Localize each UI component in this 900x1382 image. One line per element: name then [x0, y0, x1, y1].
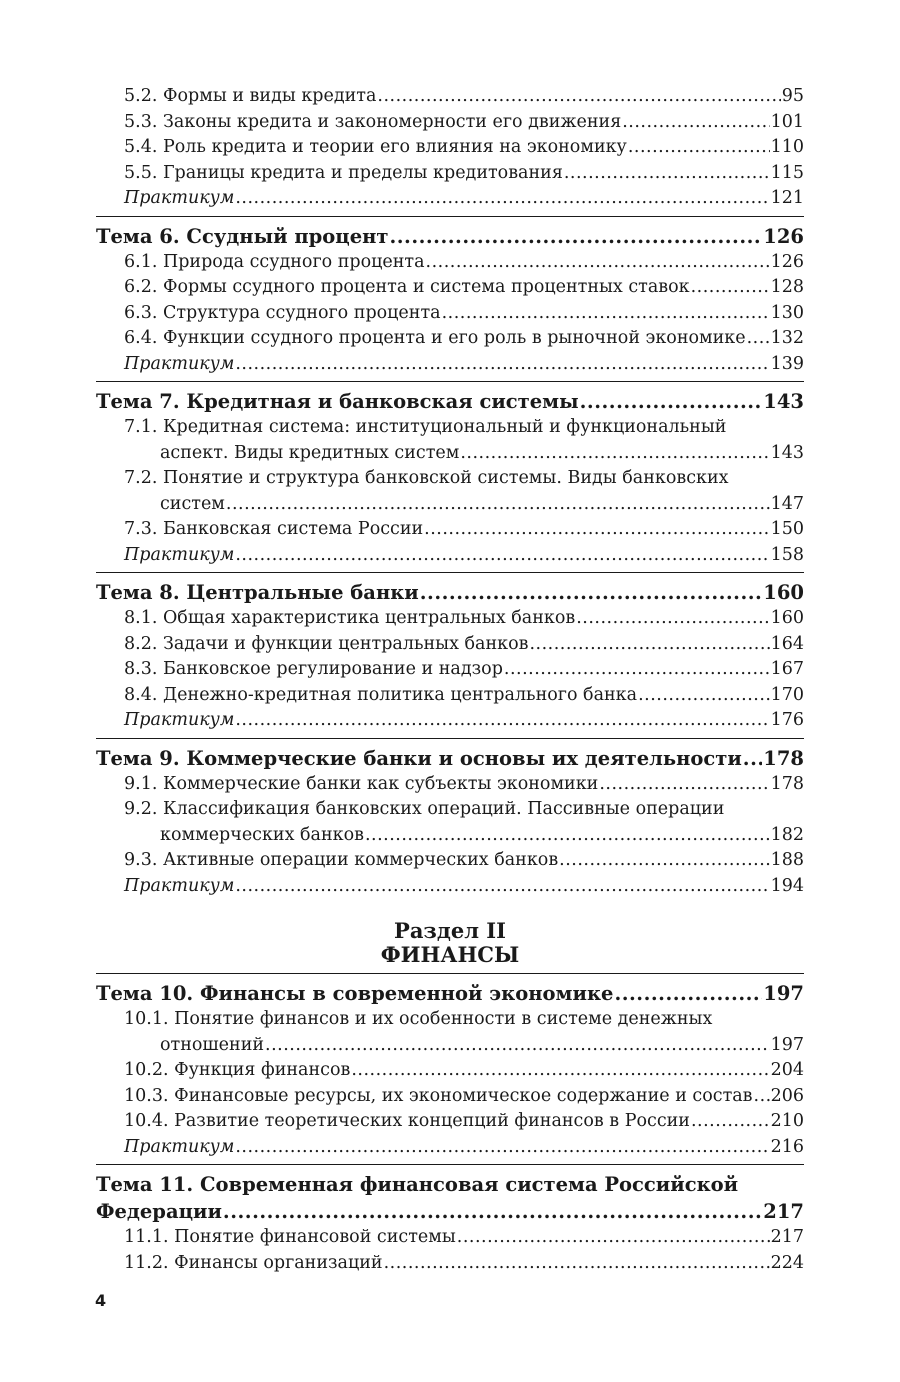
- toc-entry-label: систем: [160, 493, 225, 514]
- toc-entry-label: 5.3. Законы кредита и закономерности его движения: [124, 111, 622, 132]
- section-number: Раздел II: [394, 918, 506, 943]
- toc-entry-page: 217: [770, 1227, 804, 1247]
- toc-topic-page: 160: [763, 581, 804, 604]
- toc-entry[interactable]: [124, 517, 804, 543]
- toc-entry-label: 11.2. Финансы организаций: [124, 1252, 383, 1273]
- toc-practicum-label: Практикум: [124, 353, 235, 374]
- toc-entry-label: 5.5. Границы кредита и пределы кредитования: [124, 162, 563, 183]
- dot-leader: [559, 848, 769, 874]
- toc-topic-title: Тема 7. Кредитная и банковская системы: [96, 390, 579, 413]
- dot-leader: [576, 606, 769, 632]
- dot-leader: [457, 1225, 770, 1251]
- toc-entry-label: отношений: [160, 1034, 265, 1055]
- toc-entry-first-line[interactable]: 7.1. Кредитная система: институциональный и функциональный: [124, 417, 727, 437]
- toc-topic-8: [96, 572, 804, 734]
- toc-entry-label: 10.4. Развитие теоретических концепций финансов в России: [124, 1111, 690, 1131]
- toc-practicum[interactable]: [124, 543, 804, 569]
- toc-entry-page: 160: [770, 608, 804, 628]
- toc-entry[interactable]: [160, 823, 804, 849]
- toc-practicum-label: Практикум: [124, 710, 235, 730]
- toc-entry-page: 130: [770, 302, 804, 323]
- toc-entry[interactable]: [124, 657, 804, 683]
- dot-leader: [504, 657, 770, 683]
- section-title: ФИНАНСЫ: [380, 942, 520, 967]
- toc-entry-first-line[interactable]: 10.1. Понятие финансов и их особенности в системе денежных: [124, 1009, 713, 1029]
- toc-entry-page: 182: [770, 824, 804, 845]
- toc-entry-label: коммерческих банков: [160, 824, 364, 845]
- dot-leader: [384, 1251, 770, 1277]
- dot-leader: [564, 161, 770, 187]
- toc-entry-label: 5.4. Роль кредита и теории его влияния на экономику: [124, 137, 627, 157]
- toc-entry-label: 9.3. Активные операции коммерческих банков: [124, 850, 559, 870]
- toc-entry[interactable]: [124, 110, 804, 136]
- toc-entry-label: 8.3. Банковское регулирование и надзор: [124, 659, 503, 679]
- toc-entry[interactable]: [124, 275, 804, 301]
- toc-entry-page: 224: [770, 1252, 804, 1273]
- toc-topic-page: 217: [763, 1200, 804, 1223]
- toc-entry-label: 8.1. Общая характеристика центральных банков: [124, 608, 576, 628]
- toc-entry[interactable]: [124, 250, 804, 276]
- toc-entry-page: 178: [770, 773, 804, 794]
- toc-entry-page: 210: [770, 1111, 804, 1131]
- toc-entry-page: 158: [770, 544, 804, 565]
- toc-entry[interactable]: [160, 1033, 804, 1059]
- toc-topic-page: 178: [763, 746, 804, 770]
- toc-topic-title: Тема 9. Коммерческие банки и основы их деятельности: [96, 746, 742, 770]
- dot-leader: [691, 275, 770, 301]
- toc-entry-page: 164: [770, 633, 804, 654]
- toc-entry[interactable]: [124, 772, 804, 798]
- toc-entry-label: 7.3. Банковская система России: [124, 519, 424, 539]
- dot-leader: [638, 683, 770, 709]
- dot-leader: [235, 874, 769, 900]
- toc-entry-first-line[interactable]: 9.2. Классификация банковских операций. Пассивные операции: [124, 799, 725, 819]
- toc-entry-page: 143: [770, 442, 804, 463]
- toc-topic-page: 143: [763, 390, 804, 413]
- toc-entry[interactable]: [124, 632, 804, 658]
- toc-topic-7: [96, 381, 804, 568]
- toc-entry-label: 6.2. Формы ссудного процента и система процентных ставок: [124, 277, 690, 297]
- dot-leader: [460, 441, 769, 467]
- toc-topic-heading[interactable]: [96, 572, 804, 606]
- toc-block-topic5: [96, 84, 804, 212]
- toc-practicum-label: Практикум: [124, 188, 235, 208]
- dot-leader: [426, 250, 770, 276]
- dot-leader: [599, 772, 769, 798]
- table-of-contents: [96, 84, 804, 1276]
- toc-entry[interactable]: [124, 1225, 804, 1251]
- toc-entry-page: 115: [770, 162, 804, 183]
- toc-entry-label: 10.2. Функция финансов: [124, 1060, 351, 1080]
- toc-entry-page: 101: [770, 111, 804, 132]
- dot-leader: [442, 301, 770, 327]
- dot-leader: [235, 708, 769, 734]
- toc-topic-heading[interactable]: [96, 1198, 804, 1225]
- toc-entry-page: 197: [770, 1034, 804, 1055]
- toc-entry-label: 11.1. Понятие финансовой системы: [124, 1227, 456, 1247]
- dot-leader: [580, 388, 763, 415]
- toc-practicum-label: Практикум: [124, 875, 235, 896]
- dot-leader: [235, 1135, 769, 1161]
- toc-entry-page: 126: [770, 251, 804, 272]
- toc-topic-title: Федерации: [96, 1200, 222, 1223]
- toc-entry[interactable]: [160, 441, 804, 467]
- toc-entry[interactable]: [124, 326, 804, 352]
- toc-entry[interactable]: [124, 1058, 804, 1084]
- toc-topic-title: Тема 10. Финансы в современной экономике: [96, 982, 614, 1005]
- dot-leader: [628, 135, 770, 161]
- dot-leader: [235, 543, 769, 569]
- toc-entry-label: 5.2. Формы и виды кредита: [124, 86, 377, 106]
- dot-leader: [235, 186, 769, 212]
- dot-leader: [389, 223, 762, 250]
- dot-leader: [622, 110, 769, 136]
- toc-entry-page: 150: [770, 519, 804, 539]
- toc-entry[interactable]: [124, 606, 804, 632]
- dot-leader: [235, 352, 769, 378]
- toc-entry[interactable]: [124, 848, 804, 874]
- toc-entry-first-line[interactable]: 7.2. Понятие и структура банковской системы. Виды банковских: [124, 468, 729, 488]
- toc-entry-page: 110: [770, 137, 804, 157]
- toc-entry[interactable]: [124, 1251, 804, 1277]
- toc-topic-title: Тема 8. Центральные банки: [96, 581, 419, 604]
- toc-entry-page: 147: [770, 493, 804, 514]
- toc-entry-page: 188: [770, 850, 804, 870]
- toc-entry-page: 132: [770, 328, 804, 348]
- toc-practicum[interactable]: [124, 874, 804, 900]
- toc-entry-page: 128: [770, 277, 804, 297]
- toc-practicum[interactable]: [124, 708, 804, 734]
- toc-entry-label: 9.1. Коммерческие банки как субъекты экономики: [124, 773, 599, 794]
- toc-entry-page: 176: [770, 710, 804, 730]
- toc-entry-label: 6.1. Природа ссудного процента: [124, 251, 425, 272]
- toc-entry[interactable]: [124, 1084, 804, 1110]
- toc-topic-page: 126: [763, 224, 804, 248]
- toc-topic-heading[interactable]: [96, 738, 804, 772]
- toc-entry-label: 8.2. Задачи и функции центральных банков: [124, 633, 529, 654]
- toc-topic-10: [96, 973, 804, 1160]
- dot-leader: [743, 745, 762, 772]
- dot-leader: [754, 1084, 770, 1110]
- section-heading: [96, 919, 804, 967]
- toc-entry[interactable]: [160, 492, 804, 518]
- dot-leader: [424, 517, 769, 543]
- dot-leader: [351, 1058, 769, 1084]
- toc-entry-page: 95: [781, 86, 804, 106]
- toc-practicum-label: Практикум: [124, 544, 235, 565]
- dot-leader: [691, 1109, 770, 1135]
- toc-entry[interactable]: [124, 84, 804, 110]
- toc-entry-page: 216: [770, 1136, 804, 1157]
- toc-topic-title: Тема 6. Ссудный процент: [96, 224, 389, 248]
- toc-topic-heading[interactable]: [96, 381, 804, 415]
- toc-topic-9: [96, 738, 804, 900]
- toc-topic-11: [96, 1164, 804, 1276]
- dot-leader: [420, 579, 763, 606]
- toc-entry[interactable]: [124, 135, 804, 161]
- dot-leader: [377, 84, 780, 110]
- toc-entry-page: 194: [770, 875, 804, 896]
- toc-entry-label: 6.4. Функции ссудного процента и его роль в рыночной экономике: [124, 328, 746, 348]
- dot-leader: [223, 1198, 762, 1225]
- toc-topic-title-first-line[interactable]: Тема 11. Современная финансовая система Российской: [96, 1164, 804, 1198]
- toc-entry-page: 167: [770, 659, 804, 679]
- toc-entry-label: 6.3. Структура ссудного процента: [124, 302, 441, 323]
- toc-entry-page: 170: [770, 684, 804, 705]
- toc-entry[interactable]: [124, 161, 804, 187]
- toc-entry[interactable]: [124, 683, 804, 709]
- toc-entry-label: аспект. Виды кредитных систем: [160, 442, 460, 463]
- toc-entry[interactable]: [124, 301, 804, 327]
- toc-practicum[interactable]: [124, 1135, 804, 1161]
- dot-leader: [614, 980, 762, 1007]
- toc-practicum[interactable]: [124, 186, 804, 212]
- toc-topic-heading[interactable]: [96, 973, 804, 1007]
- toc-entry[interactable]: [124, 1109, 804, 1135]
- dot-leader: [365, 823, 770, 849]
- page-number: 4: [95, 1291, 107, 1310]
- toc-entry-label: 10.3. Финансовые ресурсы, их экономическое содержание и состав: [124, 1085, 753, 1106]
- toc-entry-page: 139: [770, 353, 804, 374]
- dot-leader: [265, 1033, 770, 1059]
- toc-practicum[interactable]: [124, 352, 804, 378]
- dot-leader: [529, 632, 769, 658]
- toc-entry-page: 121: [770, 188, 804, 208]
- toc-entry-page: 206: [770, 1085, 804, 1106]
- toc-practicum-label: Практикум: [124, 1136, 235, 1157]
- dot-leader: [747, 326, 770, 352]
- toc-topic-page: 197: [763, 982, 804, 1005]
- toc-entry-page: 204: [770, 1060, 804, 1080]
- toc-entry-label: 8.4. Денежно-кредитная политика центрального банка: [124, 684, 638, 705]
- dot-leader: [226, 492, 770, 518]
- toc-topic-6: [96, 216, 804, 378]
- toc-topic-heading[interactable]: [96, 216, 804, 250]
